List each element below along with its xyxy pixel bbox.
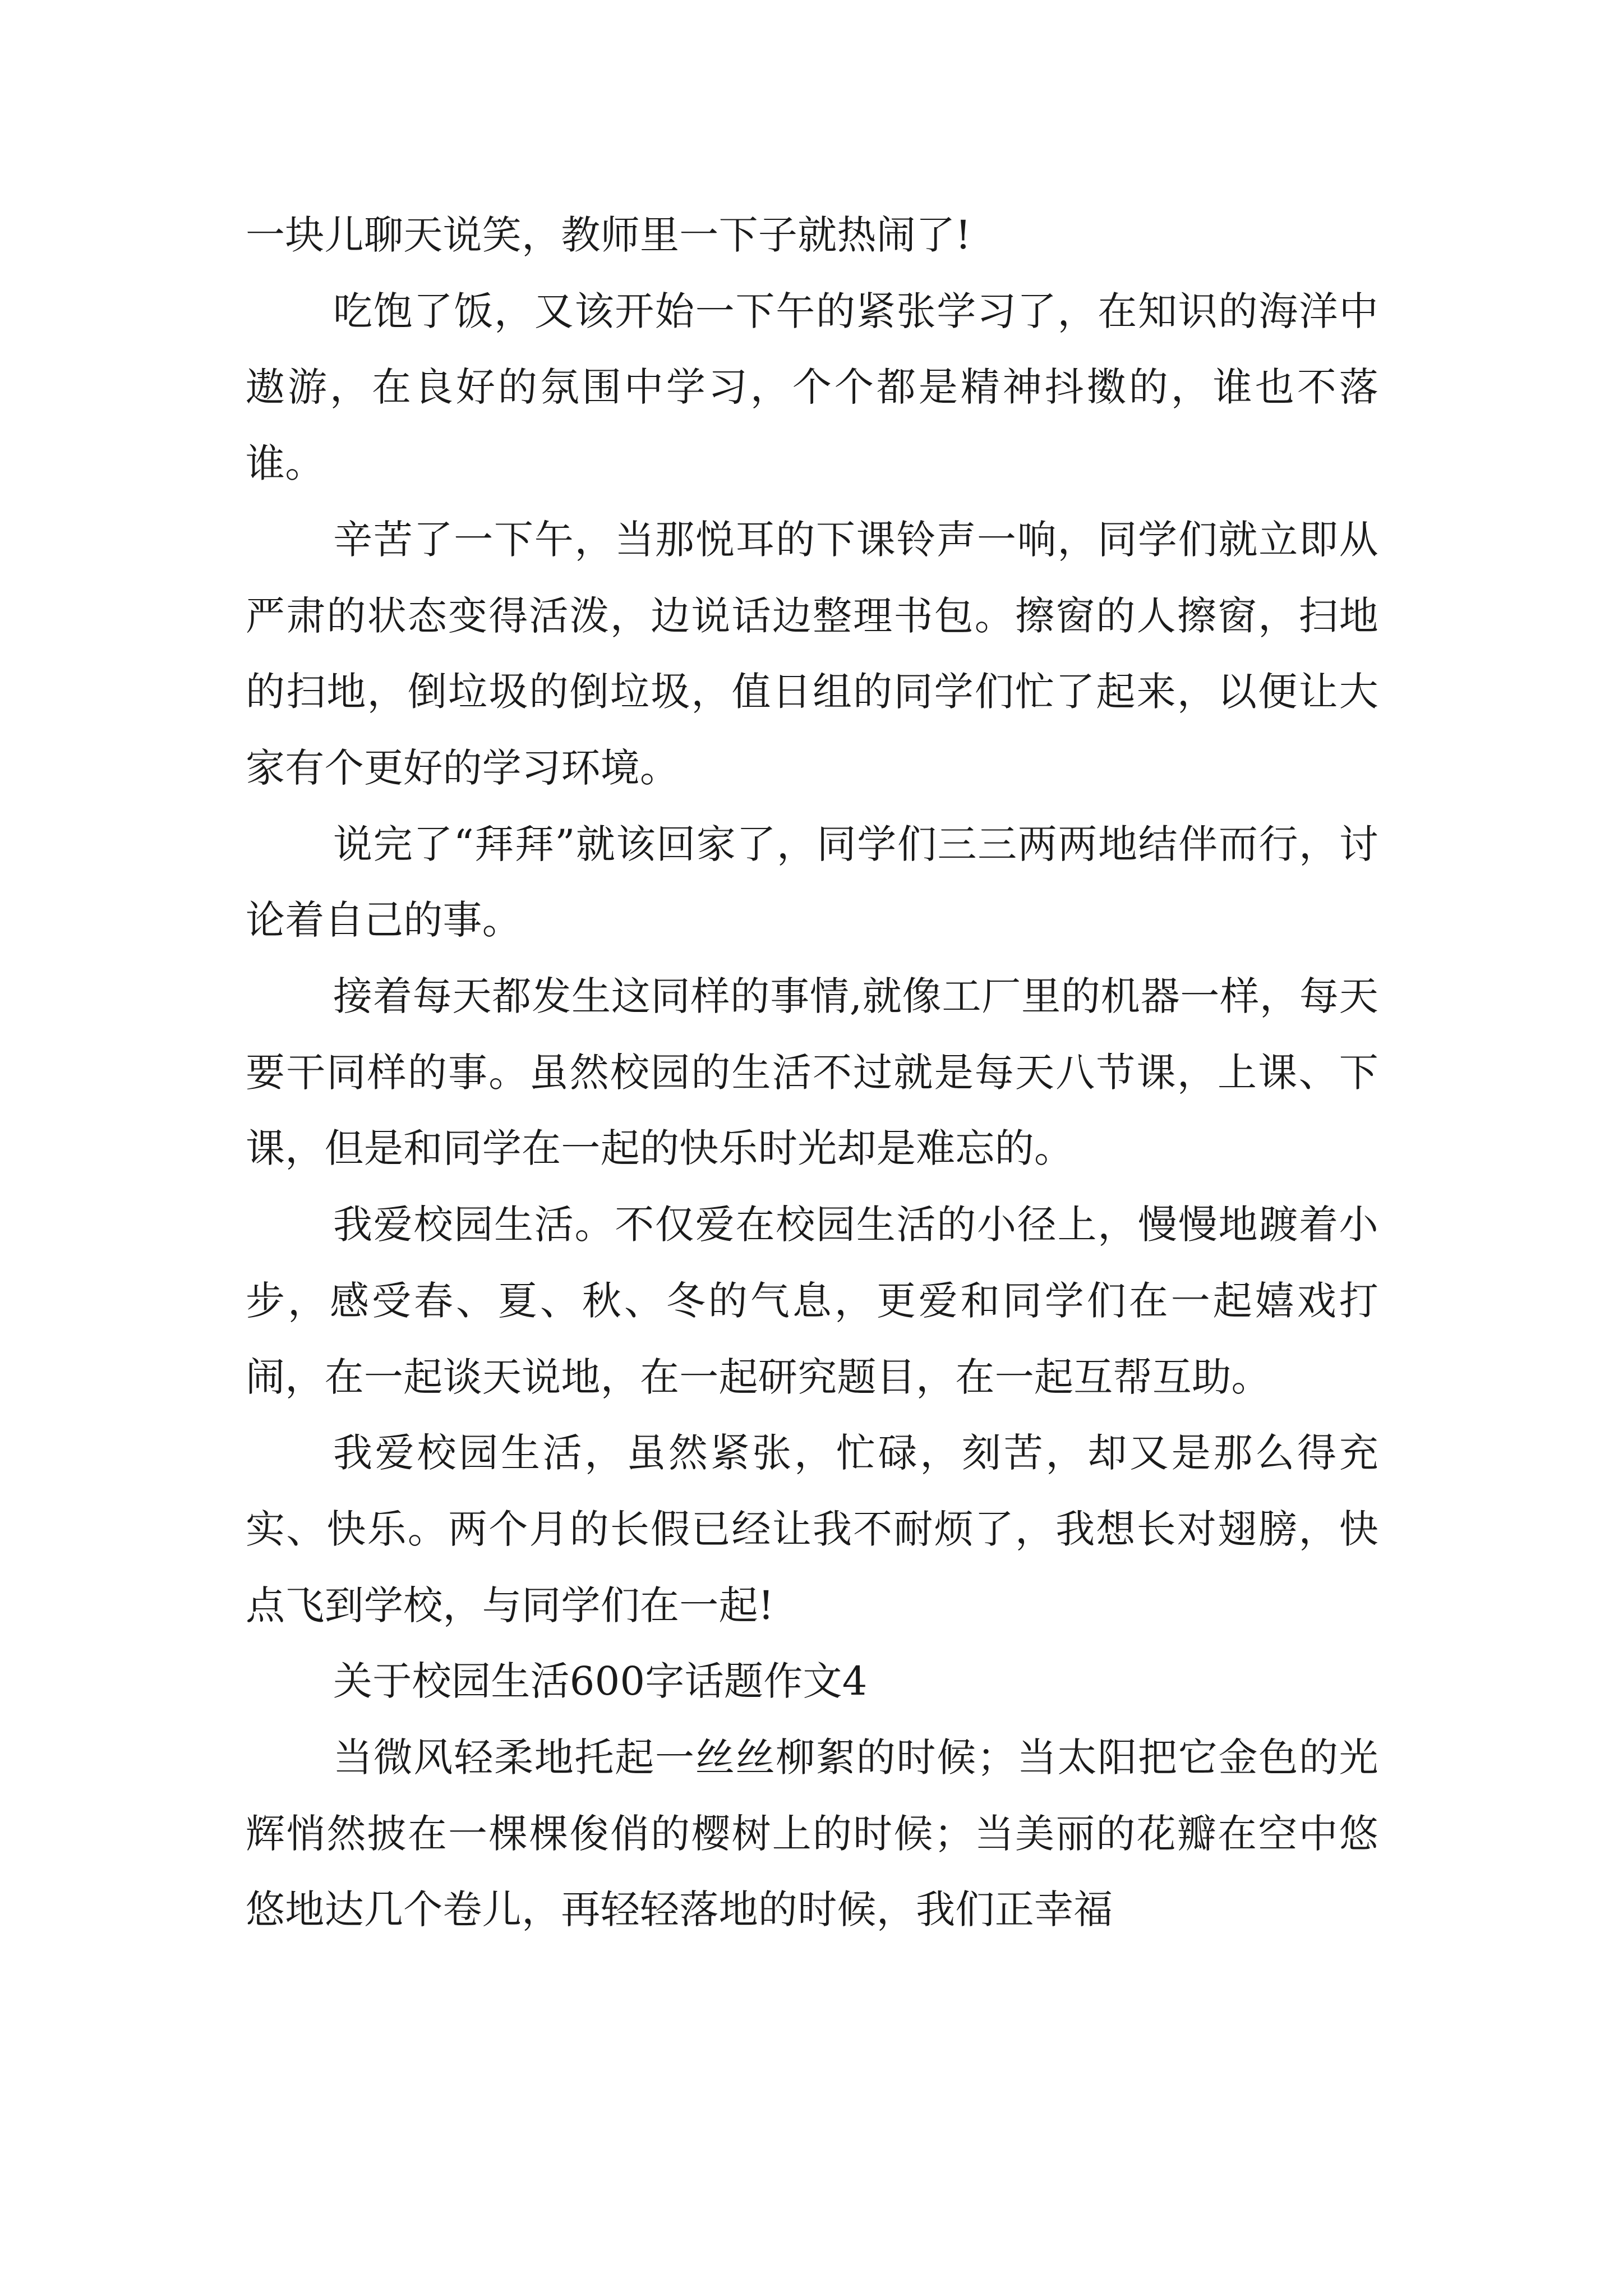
paragraph: 吃饱了饭，又该开始一下午的紧张学习了，在知识的海洋中遨游，在良好的氛围中学习，个个都是精神抖擞的，谁也不落谁。	[246, 288, 1378, 487]
paragraph: 接着每天都发生这同样的事情,就像工厂里的机器一样，每天要干同样的事。虽然校园的生活不过就是每天八节课，上课、下课，但是和同学在一起的快乐时光却是难忘的。	[246, 973, 1378, 1172]
paragraph: 我爱校园生活。不仅爱在校园生活的小径上，慢慢地踱着小步，感受春、夏、秋、冬的气息，更爱和同学们在一起嬉戏打闹，在一起谈天说地，在一起研究题目，在一起互帮互助。	[246, 1202, 1378, 1400]
section-heading: 关于校园生活600字话题作文4	[333, 1658, 868, 1705]
paragraph: 我爱校园生活，虽然紧张，忙碌，刻苦，却又是那么得充实、快乐。两个月的长假已经让我不耐烦了，我想长对翅膀，快点飞到学校，与同学们在一起!	[246, 1430, 1378, 1628]
document-body	[246, 197, 1378, 1948]
paragraph: 辛苦了一下午，当那悦耳的下课铃声一响，同学们就立即从严肃的状态变得活泼，边说话边整理书包。擦窗的人擦窗，扫地的扫地，倒垃圾的倒垃圾，值日组的同学们忙了起来，以便让大家有个更好的学习环境。	[246, 516, 1378, 791]
paragraph-continuation: 一块儿聊天说笑，教师里一下子就热闹了!	[246, 212, 971, 258]
paragraph: 当微风轻柔地托起一丝丝柳絮的时候；当太阳把它金色的光辉悄然披在一棵棵俊俏的樱树上的时候；当美丽的花瓣在空中悠悠地达几个卷儿，再轻轻落地的时候，我们正幸福	[246, 1734, 1378, 1933]
paragraph: 说完了“拜拜”就该回家了，同学们三三两两地结伴而行，讨论着自己的事。	[246, 821, 1378, 944]
